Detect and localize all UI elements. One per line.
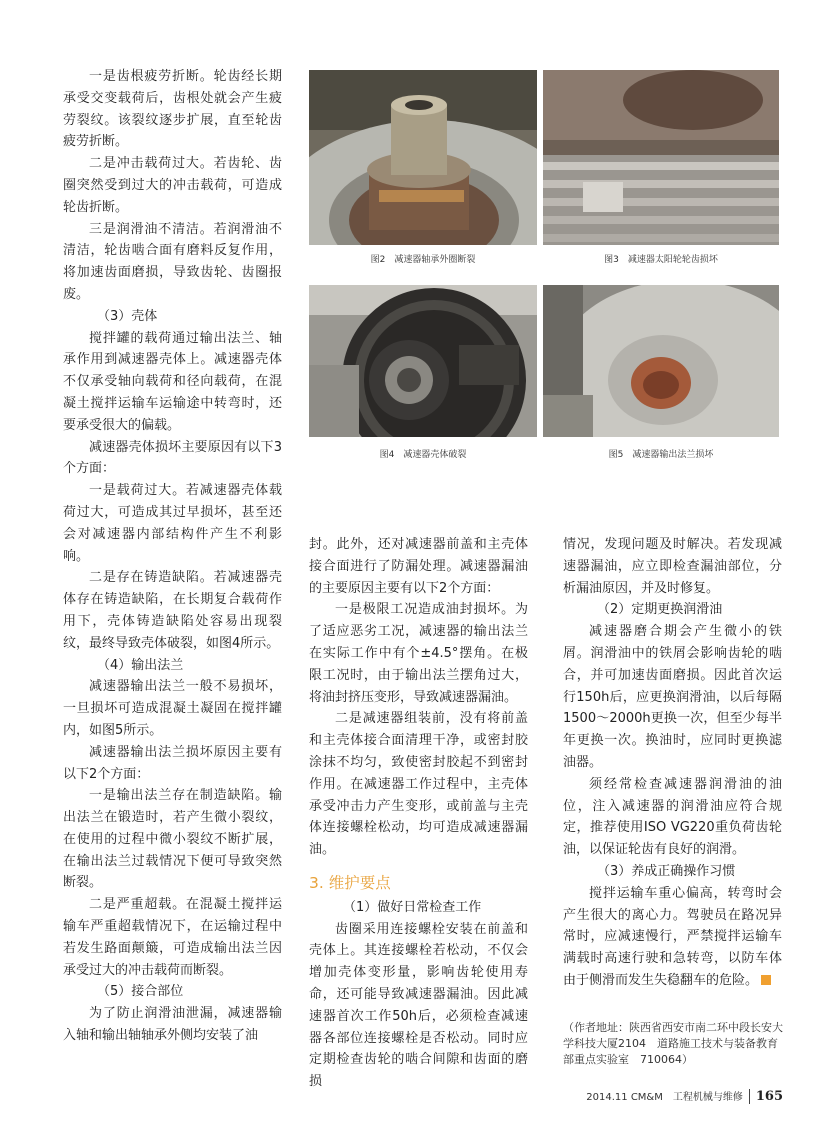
paragraph: 一是输出法兰存在制造缺陷。输出法兰在锻造时，若产生微小裂纹，在使用的过程中微小裂纹不断扩展，在输出法兰过载情况下便可导致突然断裂。 <box>63 788 282 891</box>
subheading-joint: （5）接合部位 <box>97 984 184 1000</box>
subheading-output-flange: （4）输出法兰 <box>97 657 184 673</box>
figure-2-caption: 图2 减速器轴承外圈断裂 <box>370 255 476 265</box>
paragraph: 减速器磨合期会产生微小的铁屑。润滑油中的铁屑会影响齿轮的啮合，并可加速齿面磨损。因此首次运行150h后，应更换润滑油，以后每隔1500～2000h更换一次，但至少每半年更换一次。换油时，应同时更换滤油器。 <box>563 624 782 770</box>
subheading-housing: （3）壳体 <box>97 308 158 324</box>
subheading-daily-check: （1）做好日常检查工作 <box>343 899 482 915</box>
paragraph: 减速器输出法兰一般不易损坏，一旦损坏可造成混凝土凝固在搅拌罐内，如图5所示。 <box>63 679 282 738</box>
paragraph: 搅拌罐的载荷通过输出法兰、轴承作用到减速器壳体上。减速器壳体不仅承受轴向载荷和径向载荷，在混凝土搅拌运输车运输途中转弯时，还要承受很大的偏载。 <box>63 330 282 433</box>
paragraph: 二是严重超载。在混凝土搅拌运输车严重超载情况下，在运输过程中若发生路面颠簸，可造成输出法兰因承受过大的冲击载荷而断裂。 <box>63 897 282 978</box>
paragraph: 须经常检查减速器润滑油的油位，注入减速器的润滑油应符合规定，推荐使用ISO VG220重负荷齿轮油，以保证轮齿有良好的润滑。 <box>563 776 782 858</box>
figure-3-caption: 图3 减速器太阳轮轮齿损坏 <box>604 255 718 265</box>
paragraph: 二是减速器组装前，没有将前盖和主壳体接合面清理干净，或密封胶涂抹不均匀，致使密封胶起不到密封作用。在减速器工作过程中，主壳体承受冲击力产生变形，或前盖与主壳体连接螺栓松动，均可造成减速器漏油。 <box>309 711 528 858</box>
paragraph <box>563 883 782 992</box>
paragraph: 一是齿根疲劳折断。轮齿经长期承受交变载荷后，齿根处就会产生疲劳裂纹。该裂纹逐步扩展，直至轮齿疲劳折断。 <box>63 69 282 150</box>
text-column-1 <box>63 66 282 1047</box>
paragraph: 一是载荷过大。若减速器壳体载荷过大，可造成其过早损坏，甚至还会对减速器内部结构件产生不利影响。 <box>63 483 282 564</box>
figure-4-photo <box>309 285 537 437</box>
text-column-2 <box>309 534 528 1093</box>
paragraph: 二是冲击载荷过大。若齿轮、齿圈突然受到过大的冲击载荷，可造成轮齿折断。 <box>63 156 282 215</box>
text-column-3 <box>563 534 782 992</box>
figure-3-photo <box>543 70 779 245</box>
page-number: 165 <box>749 1089 783 1104</box>
paragraph: 情况，发现问题及时解决。若发现减速器漏油，应立即检查漏油部位，分析漏油原因，并及时修复。 <box>563 537 782 596</box>
paragraph: 二是存在铸造缺陷。若减速器壳体存在铸造缺陷，在长期复合载荷作用下，壳体铸造缺陷处容易出现裂纹，最终导致壳体破裂，如图4所示。 <box>63 570 282 651</box>
page-footer <box>586 1088 783 1104</box>
paragraph: 减速器输出法兰损坏原因主要有以下2个方面： <box>63 744 282 782</box>
section-heading-maintenance: 3. 维护要点 <box>309 873 391 892</box>
paragraph-text: 搅拌运输车重心偏高，转弯时会产生很大的离心力。驾驶员在路况异常时，应减速慢行，严禁搅拌运输车满载时高速行驶和急转弯，以防车体由于侧滑而发生失稳翻车的危险。 <box>563 885 782 988</box>
end-mark-icon <box>761 975 771 985</box>
figure-5-caption: 图5 减速器输出法兰损坏 <box>608 450 714 460</box>
subheading-oil-change: （2）定期更换润滑油 <box>597 602 723 618</box>
paragraph: 减速器壳体损坏主要原因有以下3个方面： <box>63 439 282 477</box>
author-address: （作者地址：陕西省西安市南二环中段长安大学科技大厦2104 道路施工技术与装备教育部重点实验室 710064） <box>563 1021 783 1066</box>
paragraph: 为了防止润滑油泄漏，减速器输入轴和输出轴轴承外侧均安装了油 <box>63 1006 282 1044</box>
paragraph: 三是润滑油不清洁。若润滑油不清洁，轮齿啮合面有磨料反复作用，将加速齿面磨损，导致齿轮、齿圈报废。 <box>63 221 282 302</box>
figure-2-photo <box>309 70 537 245</box>
paragraph: 封。此外，还对减速器前盖和主壳体接合面进行了防漏处理。减速器漏油的主要原因主要有以下2个方面： <box>309 537 528 596</box>
subheading-operation-habits: （3）养成正确操作习惯 <box>597 863 736 879</box>
figure-4-caption: 图4 减速器壳体破裂 <box>379 450 467 460</box>
figure-5-photo <box>543 285 779 437</box>
journal-issue: 2014.11 CM&M 工程机械与维修 <box>586 1092 743 1103</box>
paragraph: 一是极限工况造成油封损坏。为了适应恶劣工况，减速器的输出法兰在实际工作中有个±4.5°摆角。在极限工况时，由于输出法兰摆角过大，将油封挤压变形，导致减速器漏油。 <box>309 602 528 705</box>
paragraph: 齿圈采用连接螺栓安装在前盖和壳体上。其连接螺栓若松动，不仅会增加壳体变形量，影响齿轮使用寿命，还可能导致减速器漏油。因此减速器首次工作50h后，必须检查减速器各部位连接螺栓是否松动。同时应定期检查齿轮的啮合间隙和齿面的磨损 <box>309 921 528 1090</box>
